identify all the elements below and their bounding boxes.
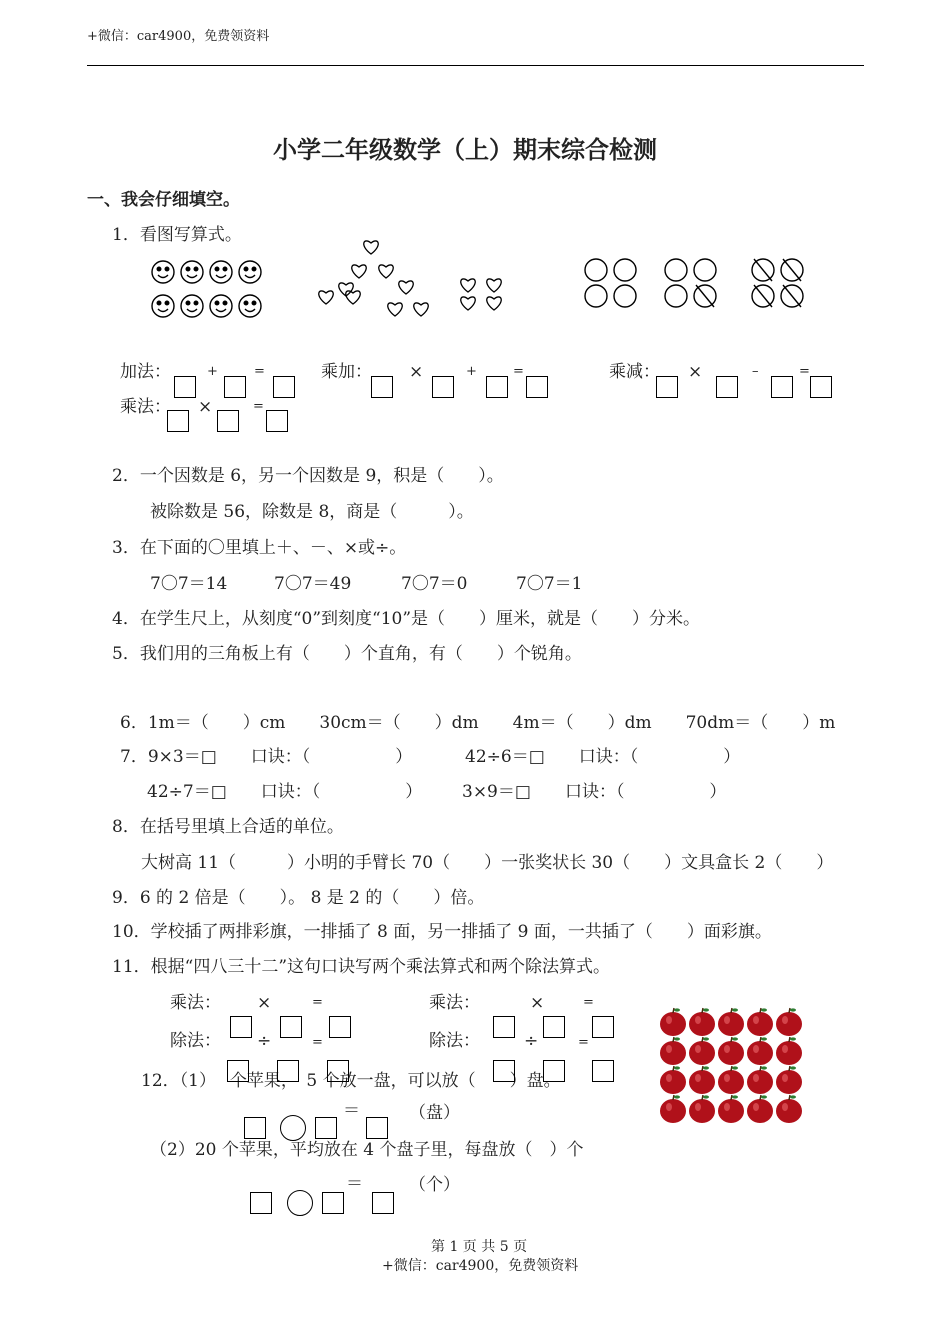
answer-box[interactable] [227, 1060, 249, 1082]
apple-icon [718, 1066, 744, 1094]
answer-box[interactable] [315, 1117, 337, 1139]
answer-box[interactable] [543, 1060, 565, 1082]
cross-out-mark [754, 259, 772, 281]
heart-icon [352, 265, 366, 278]
heart-icon [461, 279, 475, 292]
equals-sign: = [583, 995, 594, 1010]
answer-box[interactable] [493, 1016, 515, 1038]
answer-box[interactable] [329, 1016, 351, 1038]
equals-sign: ＝ [346, 1174, 363, 1194]
q8-prompt: 8．在括号里填上合适的单位。 [112, 817, 344, 837]
mul-label: 乘法： [120, 397, 171, 417]
circle-icon [665, 259, 687, 281]
heart-group [310, 236, 510, 326]
times-sign: × [257, 993, 272, 1013]
answer-box[interactable] [280, 1016, 302, 1038]
operator-circle[interactable] [280, 1115, 306, 1141]
answer-box[interactable] [810, 376, 832, 398]
q4-line: 4．在学生尺上，从刻度“0”到刻度“10”是（ ）厘米，就是（ ）分米。 [112, 609, 701, 629]
header-rule [87, 65, 864, 66]
q3-item: 7〇7＝49 [274, 574, 352, 594]
apple-icon [660, 1037, 686, 1065]
cross-out-mark [783, 285, 801, 307]
operator-circle[interactable] [287, 1190, 313, 1216]
apple-icon [660, 1008, 686, 1036]
circle-icon [665, 285, 687, 307]
apple-icon [776, 1095, 802, 1123]
smiley-group [150, 258, 265, 320]
answer-box[interactable] [493, 1060, 515, 1082]
circle-groups [580, 256, 805, 320]
q12-part1: 12．（1） 个苹果， 5 个放一盘，可以放（ ）盘。 [141, 1071, 561, 1091]
answer-box[interactable] [174, 376, 196, 398]
mul-sub-label: 乘减： [609, 362, 660, 382]
answer-box[interactable] [771, 376, 793, 398]
answer-box[interactable] [432, 376, 454, 398]
apple-icon [718, 1037, 744, 1065]
answer-box[interactable] [322, 1192, 344, 1214]
times-sign: × [409, 362, 424, 382]
q10-line: 10．学校插了两排彩旗，一排插了 8 面，另一排插了 9 面，一共插了（ ）面彩旗。 [112, 922, 772, 942]
heart-icon [414, 303, 428, 316]
q3-item: 7〇7＝14 [150, 574, 228, 594]
q11-mul-label: 乘法： [170, 993, 221, 1013]
minus-sign: – [752, 364, 759, 379]
answer-box[interactable] [277, 1060, 299, 1082]
answer-box[interactable] [327, 1060, 349, 1082]
q11-prompt: 11．根据“四八三十二”这句口诀写两个乘法算式和两个除法算式。 [112, 957, 611, 977]
divide-sign: ÷ [524, 1031, 539, 1051]
answer-box[interactable] [366, 1117, 388, 1139]
apple-icon [747, 1008, 773, 1036]
heart-icon [487, 279, 501, 292]
q7-row1a: 7．9×3＝□ 口诀：（ ） [120, 747, 413, 767]
answer-box[interactable] [592, 1060, 614, 1082]
equals-sign: ＝ [343, 1101, 360, 1121]
apple-icon [689, 1095, 715, 1123]
answer-box[interactable] [230, 1016, 252, 1038]
heart-icon [461, 297, 475, 310]
answer-box[interactable] [273, 376, 295, 398]
equals-sign: = [253, 399, 264, 414]
smiley-icon [152, 261, 174, 283]
apple-icon [776, 1037, 802, 1065]
heart-icon [399, 281, 413, 294]
equals-sign: = [513, 364, 524, 379]
heart-icon [487, 297, 501, 310]
answer-box[interactable] [656, 376, 678, 398]
q11-div-label: 除法： [170, 1031, 221, 1051]
times-sign: × [530, 993, 545, 1013]
q3-prompt: 3．在下面的〇里填上＋、－、×或÷。 [112, 538, 407, 558]
equals-sign: = [312, 1035, 323, 1050]
q7-row2a: 42÷7＝□ 口诀：（ ） [147, 782, 423, 802]
answer-box[interactable] [371, 376, 393, 398]
q8-line: 大树高 11（ ）小明的手臂长 70（ ）一张奖状长 30（ ）文具盒长 2（ ） [141, 853, 834, 873]
apple-icon [718, 1095, 744, 1123]
mul-add-label: 乘加： [321, 362, 372, 382]
answer-box[interactable] [167, 410, 189, 432]
apple-icon [747, 1037, 773, 1065]
footer-note: +微信：car4900，免费领资料 [382, 1258, 579, 1274]
answer-box[interactable] [526, 376, 548, 398]
q2-line1: 2．一个因数是 6，另一个因数是 9，积是（ ）。 [112, 466, 504, 486]
equals-sign: = [312, 995, 323, 1010]
circle-icon [694, 259, 716, 281]
q12-unit1: （盘） [409, 1103, 460, 1123]
q11-mul-label: 乘法： [429, 993, 480, 1013]
smiley-icon [210, 261, 232, 283]
answer-box[interactable] [543, 1016, 565, 1038]
heart-icon [319, 291, 333, 304]
q1-prompt: 1．看图写算式。 [112, 225, 242, 245]
smiley-icon [239, 295, 261, 317]
answer-box[interactable] [716, 376, 738, 398]
smiley-icon [181, 261, 203, 283]
answer-box[interactable] [266, 410, 288, 432]
circle-icon [585, 285, 607, 307]
page-number: 第 1 页 共 5 页 [431, 1239, 528, 1255]
circle-icon [585, 259, 607, 281]
q2-line2: 被除数是 56，除数是 8，商是（ ）。 [150, 502, 474, 522]
apple-icon [776, 1066, 802, 1094]
q12-part2: （2）20 个苹果，平均放在 4 个盘子里，每盘放（ ）个 [150, 1140, 584, 1160]
equals-sign: = [578, 1035, 589, 1050]
plus-sign: + [466, 364, 477, 379]
answer-box[interactable] [224, 376, 246, 398]
apple-grid [659, 1008, 805, 1128]
q6-line: 6．1m＝（ ）cm 30cm＝（ ）dm 4m＝（ ）dm 70dm＝（ ）m [120, 713, 836, 733]
q5-line: 5．我们用的三角板上有（ ）个直角，有（ ）个锐角。 [112, 644, 582, 664]
divide-sign: ÷ [257, 1031, 272, 1051]
heart-icon [346, 291, 360, 304]
apple-icon [718, 1008, 744, 1036]
answer-box[interactable] [372, 1192, 394, 1214]
section-heading: 一、我会仔细填空。 [87, 190, 240, 210]
cross-out-mark [754, 285, 772, 307]
page-title: 小学二年级数学（上）期末综合检测 [273, 136, 657, 164]
equals-sign: = [799, 364, 810, 379]
apple-icon [689, 1037, 715, 1065]
smiley-icon [239, 261, 261, 283]
heart-icon [388, 303, 402, 316]
smiley-icon [181, 295, 203, 317]
times-sign: × [688, 362, 703, 382]
q7-row2b: 3×9＝□ 口诀：（ ） [462, 782, 727, 802]
q3-item: 7〇7＝0 [401, 574, 468, 594]
q11-div-label: 除法： [429, 1031, 480, 1051]
apple-icon [689, 1008, 715, 1036]
header-note: +微信：car4900，免费领资料 [87, 29, 270, 44]
apple-icon [660, 1095, 686, 1123]
heart-icon [364, 241, 378, 254]
smiley-icons [152, 261, 261, 317]
apple-icon [747, 1066, 773, 1094]
apple-icon [776, 1008, 802, 1036]
answer-box[interactable] [250, 1192, 272, 1214]
smiley-icon [210, 295, 232, 317]
apple-icon [747, 1095, 773, 1123]
circle-icon [614, 259, 636, 281]
apple-icon [660, 1066, 686, 1094]
equals-sign: = [254, 364, 265, 379]
smiley-icon [152, 295, 174, 317]
q3-item: 7〇7＝1 [516, 574, 583, 594]
plus-sign: + [207, 364, 218, 379]
answer-box[interactable] [486, 376, 508, 398]
answer-box[interactable] [217, 410, 239, 432]
heart-icon [379, 265, 393, 278]
cross-out-mark [696, 285, 714, 307]
apple-icon [689, 1066, 715, 1094]
times-sign: × [198, 397, 213, 417]
add-label: 加法： [120, 362, 171, 382]
q12-unit2: （个） [409, 1175, 460, 1195]
answer-box[interactable] [592, 1016, 614, 1038]
answer-box[interactable] [244, 1117, 266, 1139]
q7-row1b: 42÷6＝□ 口诀：（ ） [465, 747, 741, 767]
cross-out-mark [783, 259, 801, 281]
circle-icon [614, 285, 636, 307]
q9-line: 9．6 的 2 倍是（ ）。 8 是 2 的（ ）倍。 [112, 888, 485, 908]
